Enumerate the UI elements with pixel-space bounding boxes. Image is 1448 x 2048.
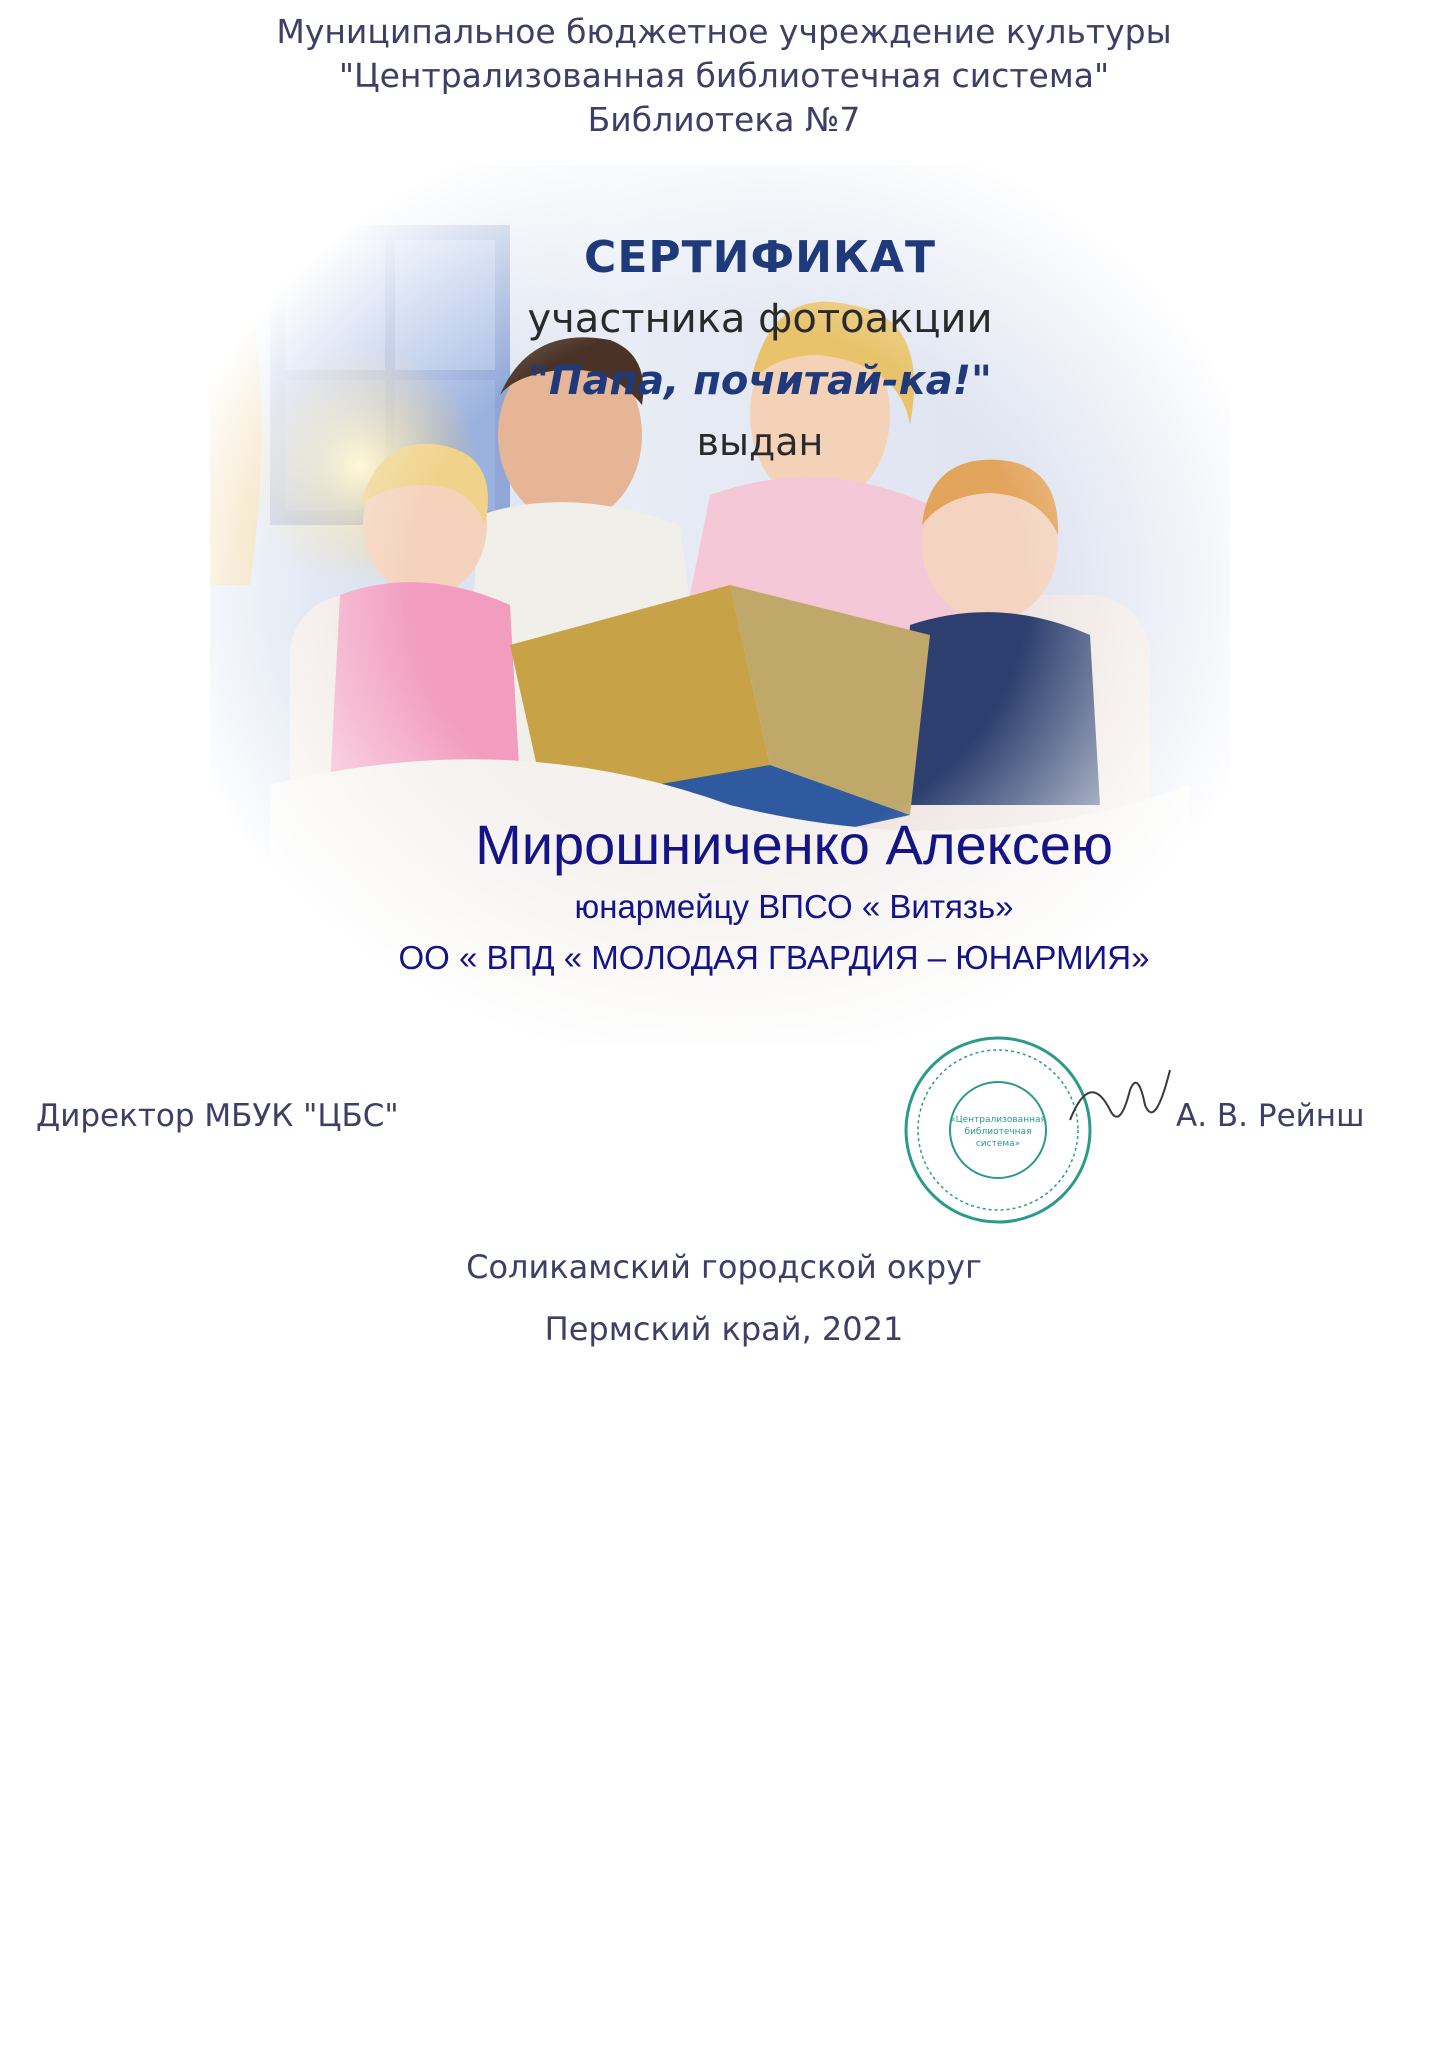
svg-text:«Централизованная: «Централизованная — [950, 1115, 1046, 1125]
certificate-title-block — [440, 228, 1080, 472]
header-line-1: Муниципальное бюджетное учреждение культуры — [276, 12, 1172, 51]
director-title: Директор МБУК "ЦБС" — [36, 1098, 399, 1134]
recipient-unit: юнармейцу ВПСО « Витязь» — [574, 888, 1014, 925]
recipient-block — [200, 808, 1348, 984]
organization-header — [0, 10, 1448, 142]
footer-line-2: Пермский край, 2021 — [544, 1310, 904, 1348]
recipient-name: Мирошниченко Алексею — [475, 813, 1113, 876]
footer-location — [0, 1236, 1448, 1360]
certificate-title: СЕРТИФИКАТ — [584, 232, 936, 283]
handwritten-signature — [1060, 1050, 1180, 1140]
footer-line-1: Соликамский городской округ — [466, 1248, 982, 1286]
issued-label: выдан — [696, 420, 824, 464]
recipient-organization: ОО « ВПД « МОЛОДАЯ ГВАРДИЯ – ЮНАРМИЯ» — [398, 939, 1150, 976]
svg-text:библиотечная: библиотечная — [964, 1127, 1032, 1137]
header-line-2: "Централизованная библиотечная система" — [338, 56, 1110, 95]
director-name: А. В. Рейнш — [1176, 1098, 1365, 1134]
svg-text:система»: система» — [975, 1139, 1021, 1149]
photo-action-name: "Папа, почитай-ка!" — [528, 358, 992, 404]
header-line-3: Библиотека №7 — [587, 100, 861, 139]
certificate-subtitle: участника фотоакции — [527, 296, 993, 342]
